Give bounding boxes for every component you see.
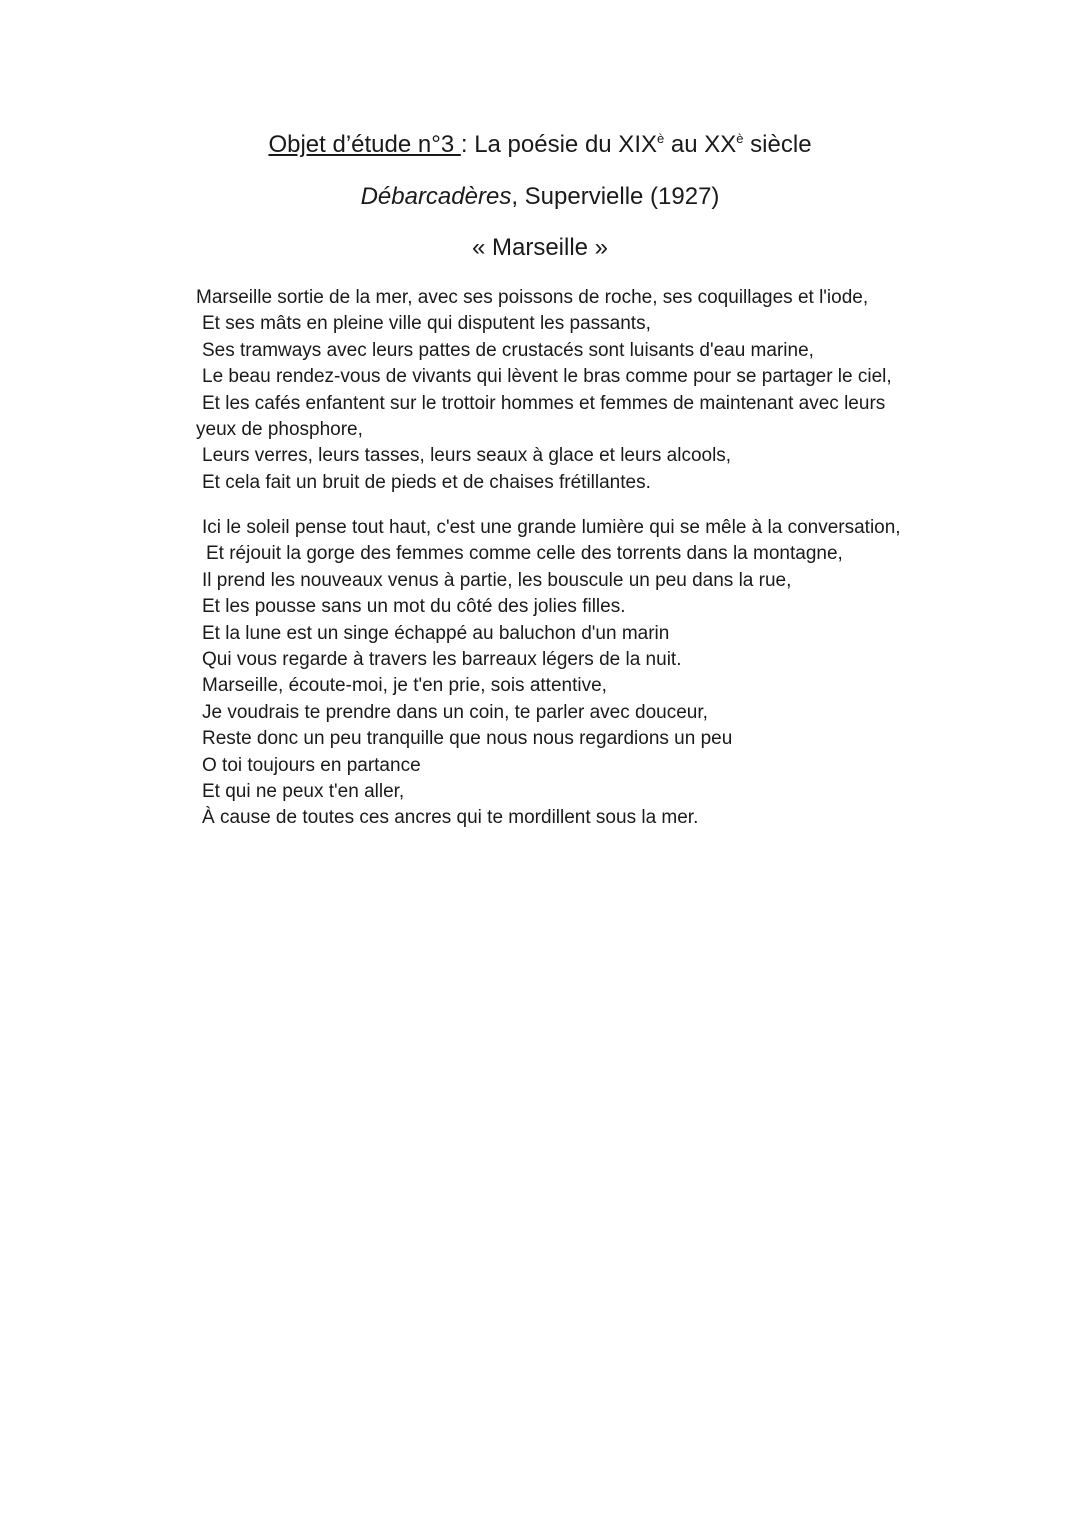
study-object-label: Objet d’étude n°3	[268, 131, 461, 158]
verse-line: Et ses mâts en pleine ville qui disputent les passants,	[202, 313, 651, 335]
verse-line: Marseille, écoute-moi, je t'en prie, sois attentive,	[202, 675, 607, 697]
verse-line: Et réjouit la gorge des femmes comme celle des torrents dans la montagne,	[206, 543, 843, 565]
verse-line: Ici le soleil pense tout haut, c'est une grande lumière qui se mêle à la conversation,	[202, 517, 901, 538]
study-object-text-part: siècle	[743, 131, 812, 158]
verse-line: Reste donc un peu tranquille que nous nous regardions un peu	[202, 728, 733, 750]
verse-line: Il prend les nouveaux venus à partie, les bouscule un peu dans la rue,	[202, 569, 792, 591]
verse-line: Ses tramways avec leurs pattes de crustacés sont luisants d'eau marine,	[202, 339, 814, 361]
study-object-text-part: au XX	[664, 131, 737, 158]
study-object-heading	[0, 131, 1080, 159]
verse-line: À cause de toutes ces ancres qui te mordillent sous la mer.	[202, 807, 699, 829]
verse-line: Qui vous regarde à travers les barreaux légers de la nuit.	[202, 649, 682, 671]
verse-line: O toi toujours en partance	[202, 754, 421, 776]
verse-line: Et la lune est un singe échappé au baluchon d'un marin	[202, 622, 670, 644]
source-line	[0, 183, 1080, 211]
superscript: è	[736, 131, 744, 146]
verse-line: Le beau rendez-vous de vivants qui lèvent le bras comme pour se partager le ciel,	[202, 366, 892, 388]
verse-line: Et cela fait un bruit de pieds et de chaises frétillantes.	[202, 471, 651, 493]
stanza-1	[196, 285, 956, 496]
study-object-separator: :	[460, 131, 475, 158]
verse-line: Leurs verres, leurs tasses, leurs seaux à glace et leurs alcools,	[202, 445, 732, 467]
poem-title: « Marseille »	[471, 234, 609, 261]
stanza-2	[196, 515, 956, 832]
superscript: è	[657, 131, 665, 146]
verse-line: Et les pousse sans un mot du côté des jolies filles.	[202, 596, 626, 618]
verse-line: Et les cafés enfantent sur le trottoir hommes et femmes de maintenant avec leurs yeux de phosphore,	[196, 392, 886, 441]
verse-line: Je voudrais te prendre dans un coin, te parler avec douceur,	[202, 701, 708, 723]
verse-line: Marseille sortie de la mer, avec ses poissons de roche, ses coquillages et l'iode,	[196, 287, 869, 308]
study-object-text-part: La poésie du XIX	[474, 131, 657, 158]
verse-line: Et qui ne peux t'en aller,	[202, 781, 405, 803]
author-date: , Supervielle (1927)	[511, 183, 720, 210]
collection-title: Débarcadères	[360, 183, 512, 210]
